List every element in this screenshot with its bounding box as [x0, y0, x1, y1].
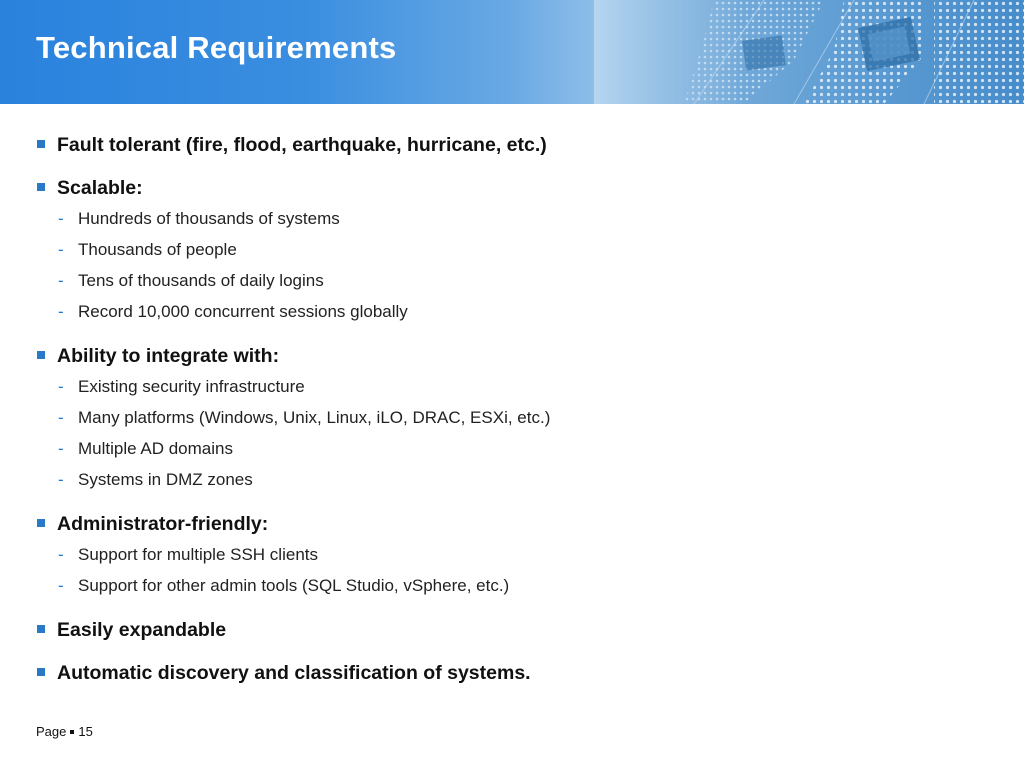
sub-bullet-item — [36, 371, 996, 402]
dash-bullet-icon: - — [58, 271, 64, 290]
slide-header — [0, 0, 1024, 104]
sub-bullet-text: Thousands of people — [78, 240, 237, 259]
sub-bullet-text: Hundreds of thousands of systems — [78, 209, 340, 228]
sub-bullet-text: Support for multiple SSH clients — [78, 545, 318, 564]
bullet-heading — [36, 659, 996, 687]
square-bullet-icon — [37, 625, 45, 633]
dash-bullet-icon: - — [58, 302, 64, 321]
sub-bullet-item — [36, 464, 996, 495]
dash-bullet-icon: - — [58, 377, 64, 396]
slide-title: Technical Requirements — [36, 30, 397, 65]
square-bullet-icon — [37, 668, 45, 676]
sub-bullet-text: Multiple AD domains — [78, 439, 233, 458]
page-footer — [36, 724, 93, 739]
bullet-heading — [36, 174, 996, 202]
dash-bullet-icon: - — [58, 240, 64, 259]
square-bullet-icon — [37, 183, 45, 191]
square-bullet-icon — [37, 140, 45, 148]
page-number: 15 — [78, 724, 93, 739]
sub-bullet-item — [36, 570, 996, 601]
sub-bullet-item — [36, 203, 996, 234]
bullet-heading-text: Administrator-friendly: — [57, 513, 269, 535]
sub-bullet-item — [36, 296, 996, 327]
dash-bullet-icon: - — [58, 209, 64, 228]
bullet-list — [36, 131, 996, 687]
bullet-heading-text: Fault tolerant (fire, flood, earthquake, hurricane, etc.) — [57, 134, 547, 156]
bullet-heading — [36, 342, 996, 370]
dash-bullet-icon: - — [58, 439, 64, 458]
sub-bullet-text: Systems in DMZ zones — [78, 470, 253, 489]
bullet-heading — [36, 131, 996, 159]
dash-bullet-icon: - — [58, 470, 64, 489]
dash-bullet-icon: - — [58, 545, 64, 564]
sub-bullet-text: Many platforms (Windows, Unix, Linux, iLO, DRAC, ESXi, etc.) — [78, 408, 551, 427]
bullet-heading-text: Easily expandable — [57, 619, 227, 641]
bullet-heading — [36, 616, 996, 644]
circuit-board-image — [594, 0, 1024, 104]
sub-bullet-text: Record 10,000 concurrent sessions globally — [78, 302, 408, 321]
sub-bullet-item — [36, 234, 996, 265]
bullet-heading-text: Scalable: — [57, 177, 143, 199]
page-label: Page — [36, 724, 67, 739]
sub-bullet-item — [36, 539, 996, 570]
square-bullet-icon — [37, 519, 45, 527]
sub-bullet-text: Support for other admin tools (SQL Studio, vSphere, etc.) — [78, 576, 510, 595]
sub-bullet-item — [36, 402, 996, 433]
dash-bullet-icon: - — [58, 408, 64, 427]
dash-bullet-icon: - — [58, 576, 64, 595]
bullet-heading-text: Ability to integrate with: — [57, 345, 280, 367]
sub-bullet-item — [36, 433, 996, 464]
square-bullet-icon — [37, 351, 45, 359]
sub-bullet-text: Tens of thousands of daily logins — [78, 271, 324, 290]
sub-bullet-text: Existing security infrastructure — [78, 377, 305, 396]
sub-bullet-item — [36, 265, 996, 296]
separator-square-icon — [70, 730, 74, 734]
bullet-heading-text: Automatic discovery and classification of systems. — [57, 662, 531, 684]
bullet-heading — [36, 510, 996, 538]
